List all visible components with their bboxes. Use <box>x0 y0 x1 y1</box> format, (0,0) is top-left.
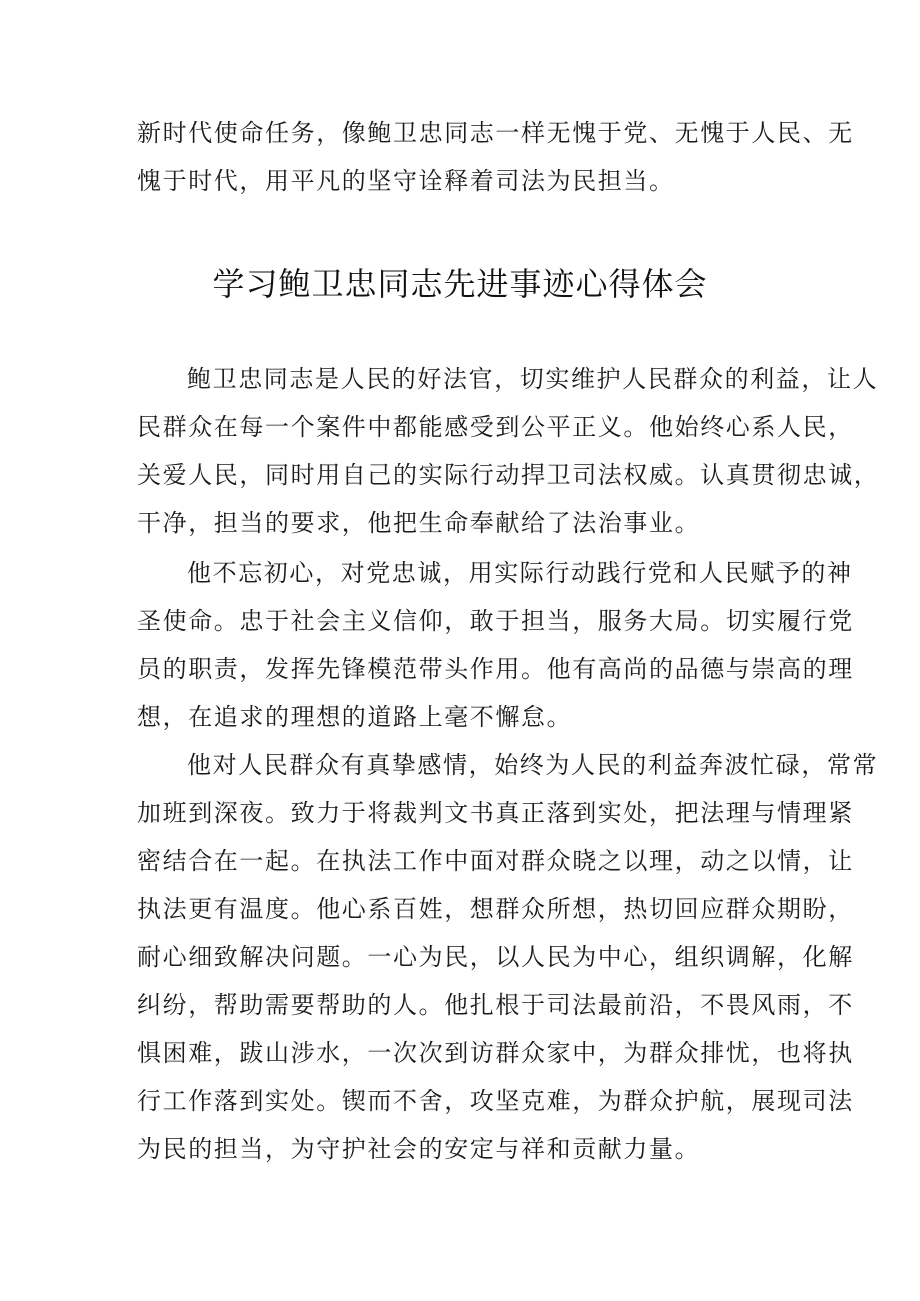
paragraph-3-line-5: 耐心细致解决问题。一心为民，以人民为中心，组织调解，化解 <box>137 943 854 971</box>
paragraph-3-line-6: 纠纷，帮助需要帮助的人。他扎根于司法最前沿，不畏风雨，不 <box>137 991 854 1019</box>
paragraph-3-line-1: 他对人民群众有真挚感情，始终为人民的利益奔波忙碌，常常 <box>187 751 879 779</box>
paragraph-3-line-7: 惧困难，跋山涉水，一次次到访群众家中，为群众排忧，也将执 <box>137 1039 854 1067</box>
paragraph-2-line-3: 员的职责，发挥先锋模范带头作用。他有高尚的品德与崇高的理 <box>137 655 854 683</box>
intro-line-1: 新时代使命任务，像鲍卫忠同志一样无愧于党、无愧于人民、无 <box>137 119 854 147</box>
paragraph-3-line-3: 密结合在一起。在执法工作中面对群众晓之以理，动之以情，让 <box>137 847 854 875</box>
paragraph-3-line-4: 执法更有温度。他心系百姓，想群众所想，热切回应群众期盼， <box>137 895 854 923</box>
paragraph-2-line-4: 想，在追求的理想的道路上毫不懈怠。 <box>137 703 573 731</box>
paragraph-2-line-2: 圣使命。忠于社会主义信仰，敢于担当，服务大局。切实履行党 <box>137 607 854 635</box>
paragraph-1-line-1: 鲍卫忠同志是人民的好法官，切实维护人民群众的利益，让人 <box>187 365 879 393</box>
paragraph-3-line-8: 行工作落到实处。锲而不舍，攻坚克难，为群众护航，展现司法 <box>137 1087 854 1115</box>
paragraph-1-line-4: 干净，担当的要求，他把生命奉献给了法治事业。 <box>137 509 701 537</box>
paragraph-3-line-2: 加班到深夜。致力于将裁判文书真正落到实处，把法理与情理紧 <box>137 799 854 827</box>
intro-line-2: 愧于时代，用平凡的坚守诠释着司法为民担当。 <box>137 167 675 195</box>
article-title: 学习鲍卫忠同志先进事迹心得体会 <box>212 265 708 303</box>
paragraph-1-line-2: 民群众在每一个案件中都能感受到公平正义。他始终心系人民， <box>137 413 854 441</box>
paragraph-1-line-3: 关爱人民，同时用自己的实际行动捍卫司法权威。认真贯彻忠诚， <box>137 461 880 489</box>
paragraph-2-line-1: 他不忘初心，对党忠诚，用实际行动践行党和人民赋予的神 <box>187 559 853 587</box>
paragraph-3-line-9: 为民的担当，为守护社会的安定与祥和贡献力量。 <box>137 1135 701 1163</box>
